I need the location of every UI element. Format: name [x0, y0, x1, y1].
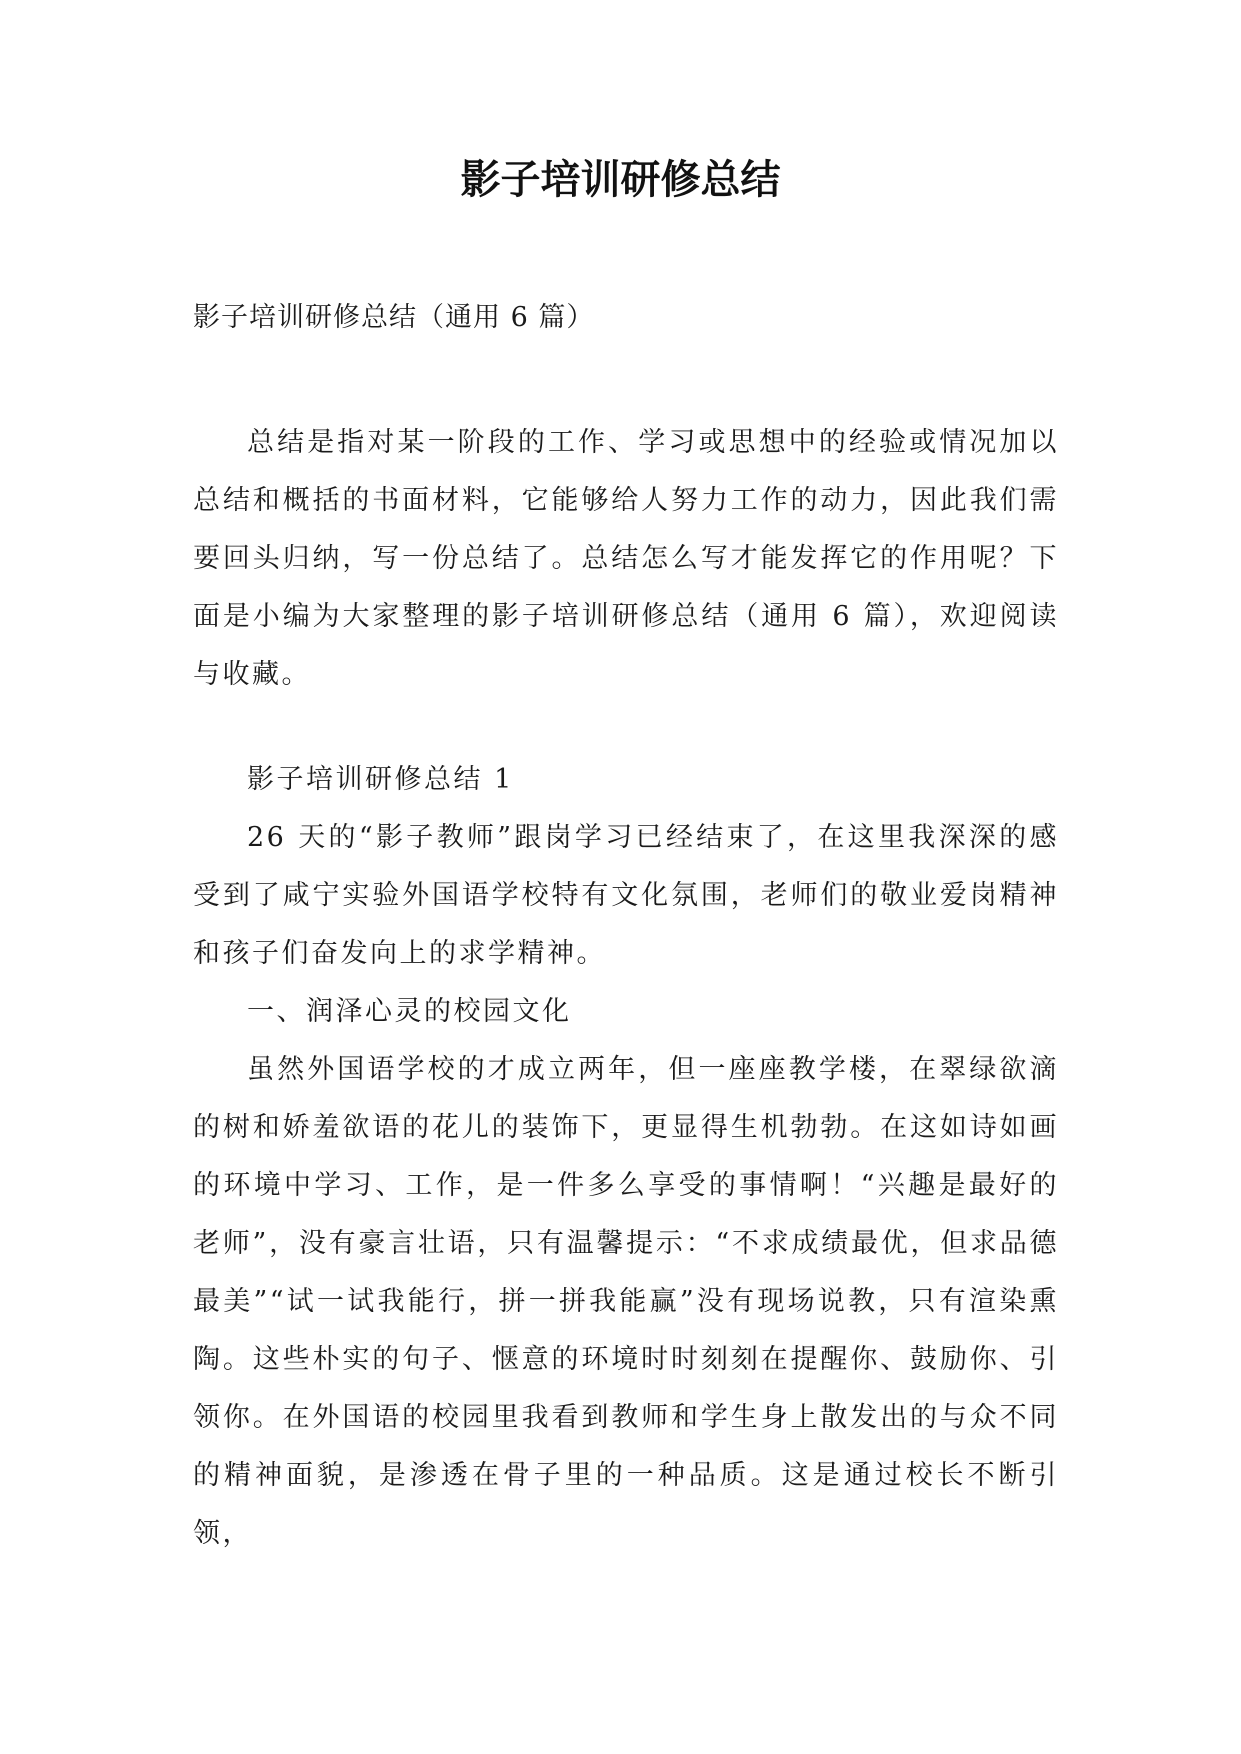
section-heading: 影子培训研修总结 1: [247, 764, 514, 795]
document-title: 影子培训研修总结: [460, 157, 781, 203]
intro-block: [193, 414, 1059, 704]
section-paragraph: 虽然外国语学校的才成立两年，但一座座教学楼，在翠绿欲滴的树和娇羞欲语的花儿的装饰下，更显得生机勃勃。在这如诗如画的环境中学习、工作，是一件多么享受的事情啊！“兴趣是最好的老师”，没有豪言壮语，只有温馨提示：“不求成绩最优，但求品德最美”“试一试我能行，拼一拼我能赢”没有现场说教，只有渲染熏陶。这些朴实的句子、惬意的环境时时刻刻在提醒你、鼓励你、引领你。在外国语的校园里我看到教师和学生身上散发出的与众不同的精神面貌，是渗透在骨子里的一种品质。这是通过校长不断引领，: [193, 1054, 1059, 1549]
section-paragraph: 26 天的“影子教师”跟岗学习已经结束了，在这里我深深的感受到了咸宁实验外国语学校特有文化氛围，老师们的敬业爱岗精神和孩子们奋发向上的求学精神。: [193, 822, 1059, 969]
section-1: [193, 751, 1059, 1563]
document-subtitle: 影子培训研修总结（通用 6 篇）: [193, 302, 595, 333]
intro-paragraph: 总结是指对某一阶段的工作、学习或思想中的经验或情况加以总结和概括的书面材料，它能够给人努力工作的动力，因此我们需要回头归纳，写一份总结了。总结怎么写才能发挥它的作用呢？下面是小编为大家整理的影子培训研修总结（通用 6 篇），欢迎阅读与收藏。: [193, 427, 1059, 690]
section-subheading: 一、润泽心灵的校园文化: [247, 996, 572, 1027]
